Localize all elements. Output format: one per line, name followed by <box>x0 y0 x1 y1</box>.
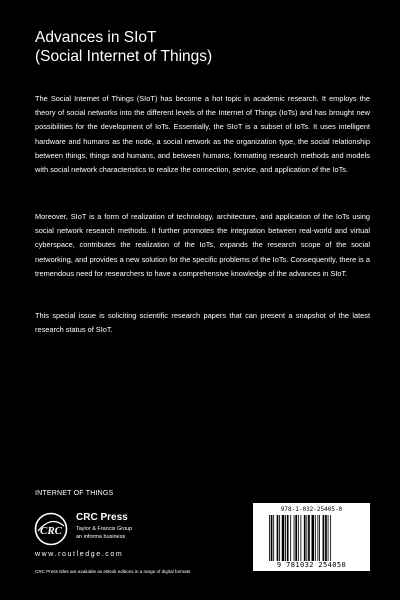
barcode-bar <box>279 515 280 561</box>
barcode-bar <box>317 515 318 561</box>
publisher-group: Taylor & Francis Group <box>76 526 133 532</box>
barcode-bar <box>325 515 327 561</box>
barcode-bar <box>295 515 297 561</box>
barcode-bar <box>277 515 279 561</box>
barcode-bar <box>308 515 310 561</box>
isbn-label: 978-1-032-25405-0 <box>280 506 343 513</box>
barcode-bar <box>285 515 286 561</box>
cover-title-line2: (Social Internet of Things) <box>35 48 213 65</box>
barcode-bar <box>319 515 320 561</box>
barcode-bar <box>300 515 301 561</box>
crc-logo-icon <box>34 512 68 546</box>
barcode-bar <box>273 515 274 561</box>
barcode-bar <box>330 515 331 561</box>
barcode-bar <box>294 515 295 561</box>
barcode-bar <box>306 515 307 561</box>
barcode-bar <box>269 515 270 561</box>
ebook-note: CRC Press titles are available as eBook editions in a range of digital formats <box>35 569 191 574</box>
barcode-panel <box>253 503 370 571</box>
description-paragraph-1: The Social Internet of Things (SIoT) has become a hot topic in academic research. It employs the theory of social networks into the different levels of the Internet of Things (IoTs) and has brought new possibilities for the development of IoTs. Essentially, the SIoT is a subset of IoTs. It uses intelligent hardware and humans as the node, a social network as the organization type, the social relationship between things, things and humans, and between humans, formatting research methods and models with social network characteristics to realize the connection, service, and application of the IoTs. <box>35 94 370 175</box>
publisher-name: CRC Press <box>76 512 128 523</box>
series-label: INTERNET OF THINGS <box>35 490 114 497</box>
barcode-bar <box>328 515 329 561</box>
barcode-bar <box>298 515 299 561</box>
description-paragraph-3: This special issue is soliciting scientific research papers that can present a snapshot of the latest research status of SIoT. <box>35 311 370 335</box>
barcode-bar <box>323 515 325 561</box>
barcode-bar <box>271 515 273 561</box>
barcode-bar <box>282 515 285 561</box>
publisher-website: www.routledge.com <box>35 551 124 558</box>
barcode-bar <box>312 515 315 561</box>
ean-digits: 9 781032 254050 <box>276 561 347 569</box>
barcode-bar <box>290 515 291 561</box>
barcode-bar <box>287 515 289 561</box>
publisher-tagline: an informa business <box>76 534 126 540</box>
description-paragraph-2: Moreover, SIoT is a form of realization of technology, architecture, and application of the IoTs using social network research methods. It further promotes the integration between real-world and virtual cyberspace, contributes the realization of the IoTs, expands the research scope of the social networking, and provides a new solution for the specific problems of the IoTs. Consequently, there is a tremendous need for researchers to have a comprehensive knowledge of the advances in SIoT. <box>35 212 370 278</box>
barcode-icon <box>269 515 354 561</box>
barcode-bar <box>315 515 316 561</box>
cover-title-line1: Advances in SIoT <box>35 29 157 46</box>
barcode-bar <box>304 515 306 561</box>
crc-logo-text: CRC <box>39 525 63 537</box>
